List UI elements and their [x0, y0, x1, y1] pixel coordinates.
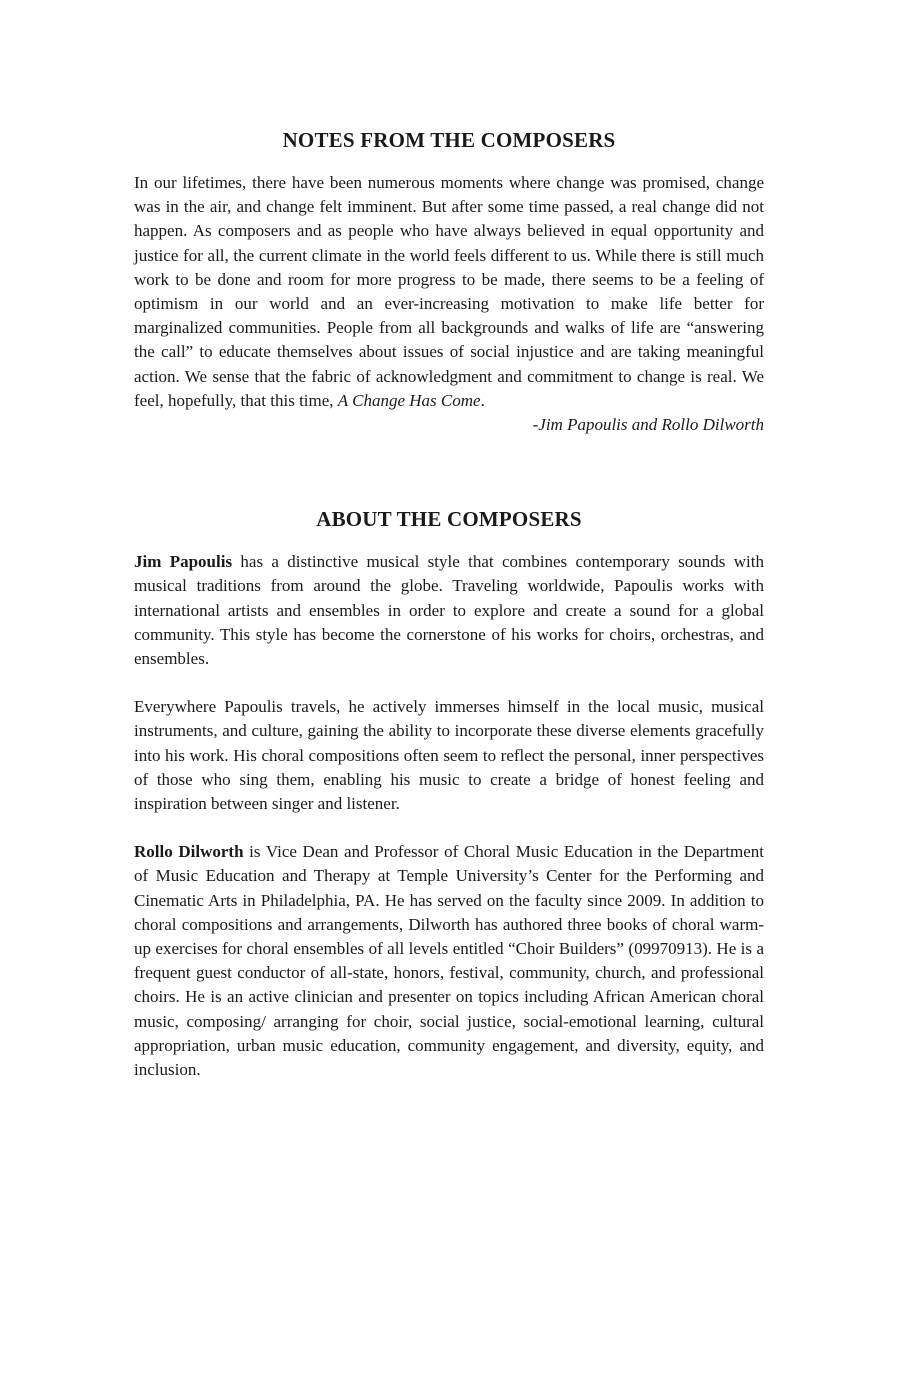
dilworth-bio-text: is Vice Dean and Professor of Choral Music Education in the Department of Music Education and Therapy at Temple University’s Center for the Performing and Cinematic Arts in Philadelphia, PA. He has served on the faculty since 2009. In addition to choral compositions and arrangements, Dilworth has authored three books of choral warm-up exercises for choral ensembles of all levels entitled “Choir Builders” (09970913). He is a frequent guest conductor of all-state, honors, festival, community, church, and professional choirs. He is an active clinician and presenter on topics including African American choral music, composing/ arranging for choir, social justice, social-emotional learning, cultural appropriation, urban music education, community engagement, and diversity, equity, and inclusion. [134, 842, 764, 1080]
dilworth-name: Rollo Dilworth [134, 842, 244, 862]
notes-heading: NOTES FROM THE COMPOSERS [282, 128, 616, 152]
papoulis-bio-paragraph-1 [134, 550, 764, 671]
notes-body-text: In our lifetimes, there have been numerous moments where change was promised, change was in the air, and change felt imminent. But after some time passed, a real change did not happen. As composers and as people who have always believed in equal opportunity and justice for all, the current climate in the world feels different to us. While there is still much work to be done and room for more progress to be made, there seems to be a feeling of optimism in our world and an ever-increasing motivation to make life better for marginalized communities. People from all backgrounds and walks of life are “answering the call” to educate themselves about issues of social injustice and are taking meaningful action. We sense that the fabric of acknowledgment and commitment to change is real. We feel, hopefully, that this time, [134, 173, 764, 410]
dilworth-bio-paragraph [134, 840, 764, 1082]
notes-body-end: . [480, 390, 485, 410]
papoulis-bio-text-1: has a distinctive musical style that combines contemporary sounds with musical traditions from around the globe. Traveling worldwide, Papoulis works with international artists and ensembles in order to explore and create a sound for a global community. This style has become the cornerstone of his works for choirs, orchestras, and ensembles. [134, 552, 764, 669]
papoulis-bio-paragraph-2: Everywhere Papoulis travels, he actively immerses himself in the local music, musical instruments, and culture, gaining the ability to incorporate these diverse elements gracefully into his work. His choral compositions often seem to reflect the personal, inner perspectives of those who sing them, enabling his music to create a bridge of honest feeling and inspiration between singer and listener. [134, 697, 764, 814]
notes-paragraph [134, 171, 764, 413]
composers-signature: -Jim Papoulis and Rollo Dilworth [532, 415, 764, 435]
papoulis-name: Jim Papoulis [134, 552, 233, 572]
about-heading: ABOUT THE COMPOSERS [316, 507, 582, 532]
work-title: A Change Has Come [337, 390, 481, 410]
document-page [134, 128, 764, 1082]
